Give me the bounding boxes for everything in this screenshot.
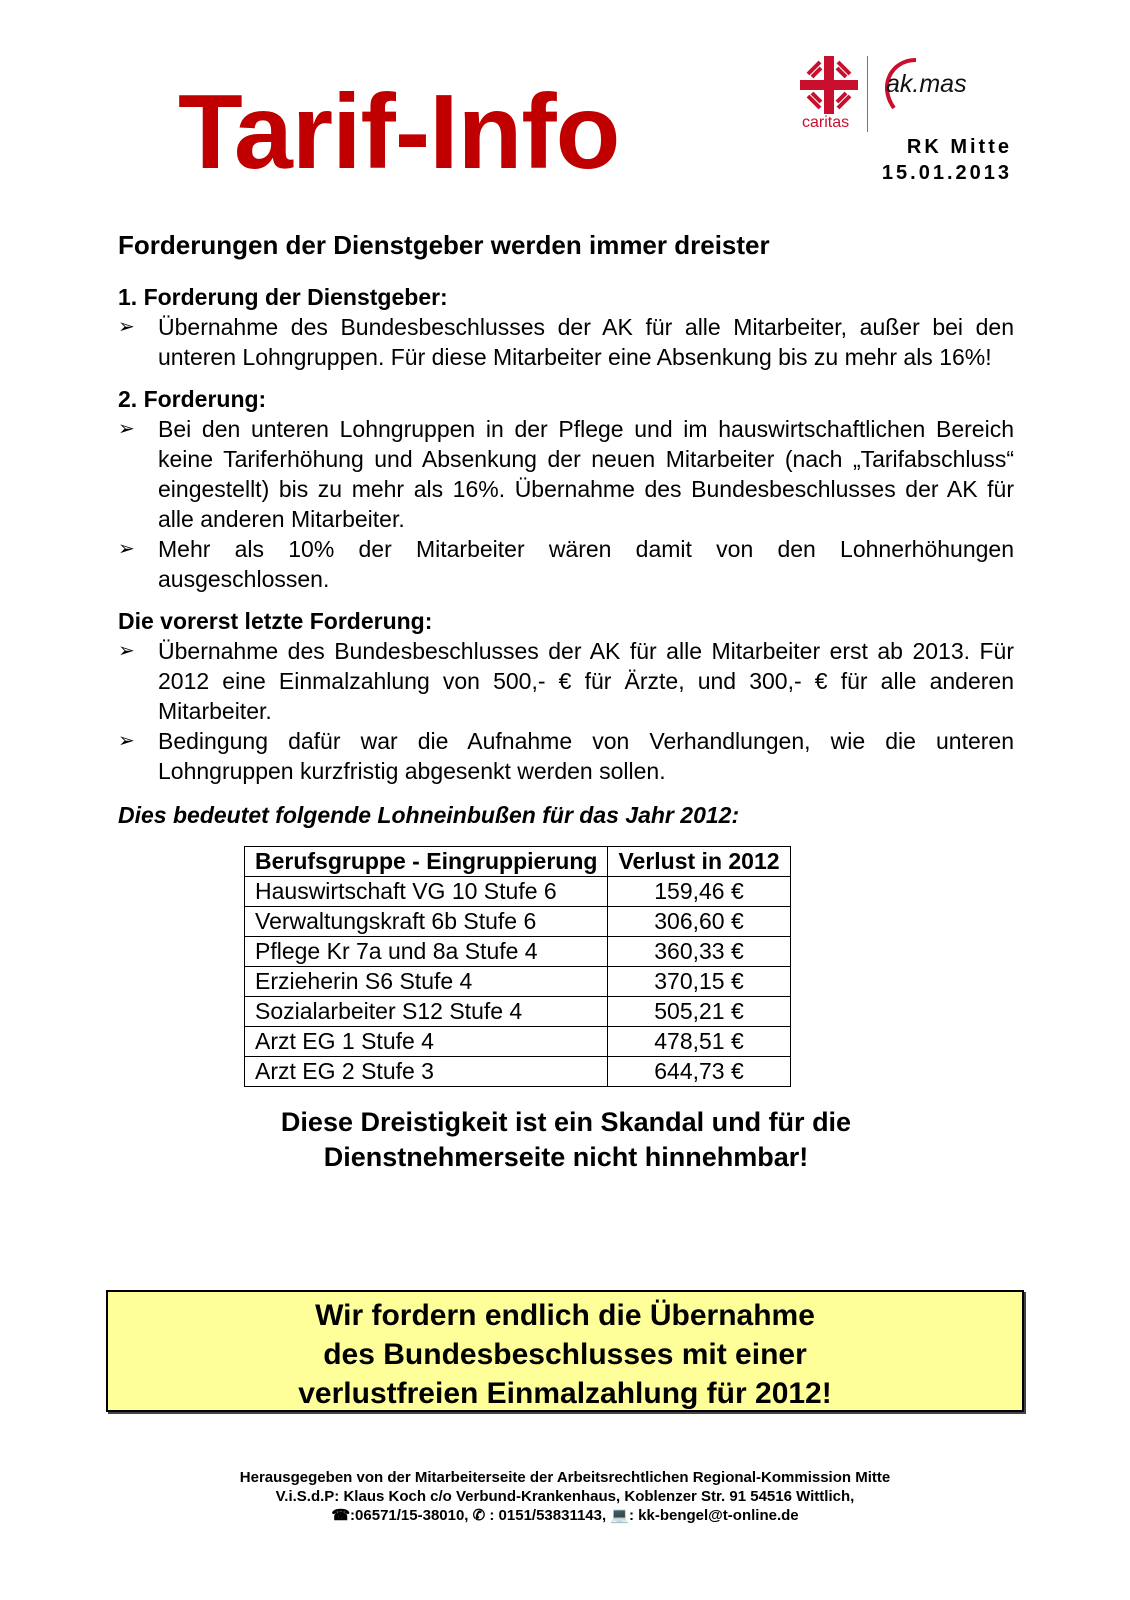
arrow-bullet-icon: ➢ [118, 316, 135, 338]
berufsgruppe-cell: Sozialarbeiter S12 Stufe 4 [245, 997, 608, 1027]
demand-line: verlustfreien Einmalzahlung für 2012! [298, 1377, 832, 1410]
berufsgruppe-cell: Pflege Kr 7a und 8a Stufe 4 [245, 937, 608, 967]
verlust-cell: 505,21 € [608, 997, 790, 1027]
loss-intro: Dies bedeutet folgende Lohneinbußen für das Jahr 2012: [118, 802, 740, 828]
arrow-bullet-icon: ➢ [118, 640, 135, 662]
region: RK Mitte [906, 136, 1012, 158]
bullet-item [118, 312, 1014, 372]
arrow-bullet-icon: ➢ [118, 538, 135, 560]
table-row [245, 907, 791, 937]
berufsgruppe-cell: Erzieherin S6 Stufe 4 [245, 967, 608, 997]
footer-line: V.i.S.d.P: Klaus Koch c/o Verbund-Krankenhaus, Koblenzer Str. 91 54516 Wittlich, [275, 1488, 855, 1505]
skandal-line: Diese Dreistigkeit ist ein Skandal und für die [280, 1107, 852, 1137]
arrow-bullet-icon: ➢ [118, 418, 135, 440]
logo-divider [867, 56, 868, 132]
main-content [118, 230, 1014, 1175]
berufsgruppe-cell: Verwaltungskraft 6b Stufe 6 [245, 907, 608, 937]
table-row [245, 1057, 791, 1087]
loss-table [244, 846, 791, 1087]
table-row [245, 1027, 791, 1057]
table-row [245, 967, 791, 997]
table-row [245, 877, 791, 907]
page-title: Tarif-Info [178, 73, 620, 191]
caritas-cross-icon [800, 56, 858, 114]
section-heading: 1. Forderung der Dienstgeber: [118, 284, 448, 310]
sections [118, 282, 1014, 786]
demand-box [106, 1290, 1024, 1412]
footer-contact: ☎:06571/15-38010, ✆ : 0151/53831143, 💻: kk-bengel@t-online.de [331, 1507, 799, 1524]
headline: Forderungen der Dienstgeber werden immer dreister [118, 230, 770, 260]
demand-line: des Bundesbeschlusses mit einer [323, 1338, 807, 1371]
akmas-logo-text: ak.mas [886, 70, 967, 98]
bullet-item [118, 534, 1014, 594]
table-header: Verlust in 2012 [608, 847, 790, 877]
logo [800, 56, 1010, 136]
verlust-cell: 159,46 € [608, 877, 790, 907]
bullet-text: Übernahme des Bundesbeschlusses der AK für alle Mitarbeiter, außer bei den unteren Lohngruppen. Für diese Mitarbeiter eine Absenkung bis zu mehr als 16%! [158, 314, 1014, 370]
skandal-statement [118, 1105, 1014, 1175]
skandal-line: Dienstnehmerseite nicht hinnehmbar! [323, 1142, 809, 1172]
section-heading: 2. Forderung: [118, 386, 267, 412]
berufsgruppe-cell: Arzt EG 1 Stufe 4 [245, 1027, 608, 1057]
verlust-cell: 360,33 € [608, 937, 790, 967]
bullet-text: Mehr als 10% der Mitarbeiter wären damit von den Lohnerhöhungen ausgeschlossen. [158, 536, 1014, 592]
bullet-text: Übernahme des Bundesbeschlusses der AK für alle Mitarbeiter erst ab 2013. Für 2012 eine Einmalzahlung von 500,- € für Ärzte, und 300,- € für alle anderen Mitarbeiter. [158, 638, 1014, 724]
berufsgruppe-cell: Hauswirtschaft VG 10 Stufe 6 [245, 877, 608, 907]
verlust-cell: 478,51 € [608, 1027, 790, 1057]
caritas-logo-text: caritas [802, 114, 850, 131]
berufsgruppe-cell: Arzt EG 2 Stufe 3 [245, 1057, 608, 1087]
bullet-item [118, 726, 1014, 786]
bullet-text: Bedingung dafür war die Aufnahme von Verhandlungen, wie die unteren Lohngruppen kurzfristig abgesenkt werden sollen. [158, 728, 1014, 784]
verlust-cell: 644,73 € [608, 1057, 790, 1087]
verlust-cell: 306,60 € [608, 907, 790, 937]
table-row [245, 937, 791, 967]
section-heading: Die vorerst letzte Forderung: [118, 608, 433, 634]
footer-line: Herausgegeben von der Mitarbeiterseite der Arbeitsrechtlichen Regional-Kommission Mitte [239, 1469, 891, 1486]
bullet-item [118, 414, 1014, 534]
bullet-item [118, 636, 1014, 726]
bullet-text: Bei den unteren Lohngruppen in der Pflege und im hauswirtschaftlichen Bereich keine Tariferhöhung und Absenkung der neuen Mitarbeiter (nach „Tarifabschluss“ eingestellt) bis zu mehr als 16%. Übernahme des Bundesbeschlusses der AK für alle anderen Mitarbeiter. [158, 416, 1014, 532]
table-row [245, 997, 791, 1027]
date: 15.01.2013 [881, 162, 1012, 184]
verlust-cell: 370,15 € [608, 967, 790, 997]
table-header: Berufsgruppe - Eingruppierung [245, 847, 608, 877]
arrow-bullet-icon: ➢ [118, 730, 135, 752]
footer [0, 1468, 1130, 1525]
demand-line: Wir fordern endlich die Übernahme [315, 1299, 815, 1332]
region-date [882, 134, 1012, 186]
